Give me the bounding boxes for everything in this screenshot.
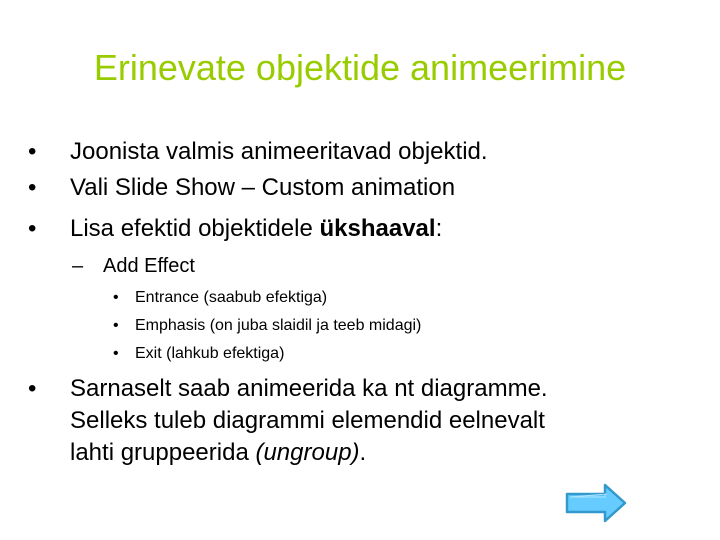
bullet-text-prefix: Lisa efektid objektidele [70,215,320,242]
sub-bullet-text: Add Effect [103,255,195,277]
bullet-text-suffix: : [435,215,443,242]
bullet-marker: • [28,174,37,201]
next-slide-button[interactable] [565,483,627,523]
bullet-text: Joonista valmis animeeritavad objektid. [70,138,488,165]
bullet-marker: • [28,215,37,242]
sub-sub-bullet-text: Exit (lahkub efektiga) [135,345,285,362]
bullet-line: Sarnaselt saab animeerida ka nt diagramme. [70,375,548,402]
bullet-line-suffix: . [359,439,367,466]
sub-sub-bullet-text: Entrance (saabub efektiga) [135,289,328,306]
bullet-text [70,213,442,245]
bullet-marker: • [28,375,37,402]
sub-sub-bullet-text: Emphasis (on juba slaidil ja teeb midagi) [135,317,422,334]
sub-sub-bullet-marker: • [113,345,119,362]
bullet-text: Vali Slide Show – Custom animation [70,174,456,201]
bullet-text [70,373,670,469]
bullet-line-prefix: lahti gruppeerida [70,439,256,466]
slide-title: Erinevate objektide animeerimine [93,47,627,88]
sub-sub-bullet-marker: • [113,317,119,334]
bullet-marker: • [28,138,37,165]
right-arrow-icon [565,483,627,523]
sub-sub-bullet-marker: • [113,289,119,306]
bullet-text-emphasis: ükshaaval [319,215,436,242]
sub-bullet-marker: – [72,255,84,277]
bullet-line: Selleks tuleb diagrammi elemendid eelnevalt [70,407,545,434]
bullet-line-italic: (ungroup) [255,439,360,466]
